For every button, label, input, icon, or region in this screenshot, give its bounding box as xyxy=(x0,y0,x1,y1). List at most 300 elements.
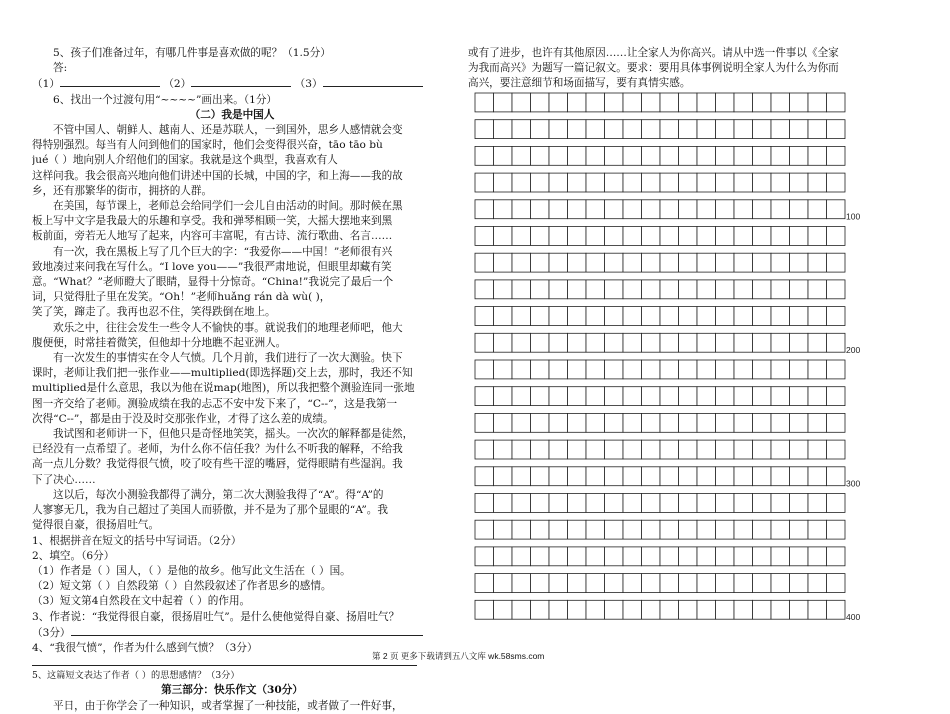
grid-row[interactable] xyxy=(475,520,845,539)
grid-cell[interactable] xyxy=(642,93,661,112)
grid-row[interactable] xyxy=(475,467,845,486)
grid-cell[interactable] xyxy=(605,120,624,139)
grid-cell[interactable] xyxy=(623,547,642,566)
grid-cell[interactable] xyxy=(660,253,679,272)
grid-cell[interactable] xyxy=(531,547,550,566)
grid-row[interactable] xyxy=(475,547,845,566)
grid-cell[interactable] xyxy=(512,173,531,192)
grid-cell[interactable] xyxy=(660,574,679,593)
grid-cell[interactable] xyxy=(827,547,846,566)
grid-cell[interactable] xyxy=(512,253,531,272)
grid-cell[interactable] xyxy=(716,413,735,432)
grid-cell[interactable] xyxy=(697,227,716,246)
grid-cell[interactable] xyxy=(642,600,661,619)
grid-cell[interactable] xyxy=(827,413,846,432)
grid-cell[interactable] xyxy=(605,494,624,513)
grid-cell[interactable] xyxy=(605,333,624,352)
grid-cell[interactable] xyxy=(771,547,790,566)
grid-cell[interactable] xyxy=(568,413,587,432)
grid-cell[interactable] xyxy=(660,520,679,539)
grid-cell[interactable] xyxy=(623,467,642,486)
grid-cell[interactable] xyxy=(734,146,753,165)
grid-cell[interactable] xyxy=(531,93,550,112)
grid-cell[interactable] xyxy=(753,120,772,139)
grid-cell[interactable] xyxy=(808,387,827,406)
grid-cell[interactable] xyxy=(568,280,587,299)
grid-cell[interactable] xyxy=(475,227,494,246)
grid-cell[interactable] xyxy=(605,307,624,326)
grid-cell[interactable] xyxy=(549,600,568,619)
grid-cell[interactable] xyxy=(827,93,846,112)
grid-cell[interactable] xyxy=(586,600,605,619)
grid-cell[interactable] xyxy=(734,333,753,352)
grid-cell[interactable] xyxy=(790,494,809,513)
grid-cell[interactable] xyxy=(586,440,605,459)
grid-cell[interactable] xyxy=(734,494,753,513)
grid-cell[interactable] xyxy=(697,574,716,593)
grid-cell[interactable] xyxy=(623,200,642,219)
grid-cell[interactable] xyxy=(605,413,624,432)
grid-cell[interactable] xyxy=(697,360,716,379)
grid-cell[interactable] xyxy=(623,307,642,326)
grid-cell[interactable] xyxy=(790,146,809,165)
grid-cell[interactable] xyxy=(808,307,827,326)
grid-cell[interactable] xyxy=(642,413,661,432)
grid-cell[interactable] xyxy=(716,280,735,299)
grid-cell[interactable] xyxy=(586,280,605,299)
grid-cell[interactable] xyxy=(642,467,661,486)
grid-cell[interactable] xyxy=(623,333,642,352)
grid-cell[interactable] xyxy=(642,200,661,219)
grid-cell[interactable] xyxy=(494,333,513,352)
grid-cell[interactable] xyxy=(734,227,753,246)
grid-cell[interactable] xyxy=(827,280,846,299)
grid-cell[interactable] xyxy=(549,120,568,139)
grid-cell[interactable] xyxy=(808,120,827,139)
grid-cell[interactable] xyxy=(475,360,494,379)
grid-cell[interactable] xyxy=(827,333,846,352)
grid-cell[interactable] xyxy=(475,547,494,566)
blank-1-line[interactable] xyxy=(60,76,160,87)
grid-cell[interactable] xyxy=(605,467,624,486)
grid-cell[interactable] xyxy=(790,200,809,219)
grid-cell[interactable] xyxy=(771,280,790,299)
grid-cell[interactable] xyxy=(512,280,531,299)
grid-cell[interactable] xyxy=(549,360,568,379)
grid-cell[interactable] xyxy=(642,360,661,379)
grid-cell[interactable] xyxy=(660,173,679,192)
grid-cell[interactable] xyxy=(697,520,716,539)
grid-row[interactable] xyxy=(475,413,845,432)
grid-cell[interactable] xyxy=(605,280,624,299)
grid-cell[interactable] xyxy=(512,387,531,406)
grid-cell[interactable] xyxy=(697,440,716,459)
grid-cell[interactable] xyxy=(790,387,809,406)
grid-cell[interactable] xyxy=(716,467,735,486)
grid-cell[interactable] xyxy=(790,520,809,539)
grid-cell[interactable] xyxy=(494,120,513,139)
grid-cell[interactable] xyxy=(549,93,568,112)
grid-cell[interactable] xyxy=(531,253,550,272)
grid-cell[interactable] xyxy=(697,467,716,486)
grid-cell[interactable] xyxy=(716,227,735,246)
grid-cell[interactable] xyxy=(623,280,642,299)
grid-cell[interactable] xyxy=(808,360,827,379)
grid-cell[interactable] xyxy=(734,253,753,272)
grid-cell[interactable] xyxy=(475,413,494,432)
grid-cell[interactable] xyxy=(605,173,624,192)
grid-cell[interactable] xyxy=(716,494,735,513)
grid-cell[interactable] xyxy=(771,333,790,352)
grid-cell[interactable] xyxy=(790,360,809,379)
grid-cell[interactable] xyxy=(494,280,513,299)
grid-cell[interactable] xyxy=(697,120,716,139)
grid-cell[interactable] xyxy=(568,333,587,352)
grid-cell[interactable] xyxy=(494,146,513,165)
grid-cell[interactable] xyxy=(494,253,513,272)
grid-cell[interactable] xyxy=(679,333,698,352)
grid-cell[interactable] xyxy=(734,120,753,139)
grid-cell[interactable] xyxy=(475,200,494,219)
grid-cell[interactable] xyxy=(716,120,735,139)
grid-cell[interactable] xyxy=(716,547,735,566)
grid-cell[interactable] xyxy=(679,360,698,379)
grid-cell[interactable] xyxy=(586,547,605,566)
grid-cell[interactable] xyxy=(679,146,698,165)
grid-cell[interactable] xyxy=(753,520,772,539)
grid-cell[interactable] xyxy=(660,93,679,112)
grid-cell[interactable] xyxy=(531,574,550,593)
grid-cell[interactable] xyxy=(623,173,642,192)
grid-cell[interactable] xyxy=(642,387,661,406)
grid-cell[interactable] xyxy=(827,173,846,192)
grid-cell[interactable] xyxy=(660,547,679,566)
grid-cell[interactable] xyxy=(568,387,587,406)
grid-cell[interactable] xyxy=(568,574,587,593)
grid-cell[interactable] xyxy=(623,227,642,246)
grid-cell[interactable] xyxy=(512,360,531,379)
grid-cell[interactable] xyxy=(734,440,753,459)
grid-cell[interactable] xyxy=(475,253,494,272)
grid-cell[interactable] xyxy=(642,494,661,513)
grid-cell[interactable] xyxy=(697,413,716,432)
grid-cell[interactable] xyxy=(605,93,624,112)
grid-cell[interactable] xyxy=(605,547,624,566)
grid-cell[interactable] xyxy=(790,547,809,566)
grid-cell[interactable] xyxy=(679,494,698,513)
grid-cell[interactable] xyxy=(494,173,513,192)
grid-row[interactable] xyxy=(475,440,845,459)
grid-cell[interactable] xyxy=(753,146,772,165)
grid-cell[interactable] xyxy=(734,93,753,112)
grid-cell[interactable] xyxy=(697,600,716,619)
grid-cell[interactable] xyxy=(679,520,698,539)
grid-cell[interactable] xyxy=(660,227,679,246)
grid-cell[interactable] xyxy=(605,227,624,246)
grid-cell[interactable] xyxy=(697,333,716,352)
grid-cell[interactable] xyxy=(475,574,494,593)
grid-cell[interactable] xyxy=(605,387,624,406)
grid-cell[interactable] xyxy=(586,360,605,379)
grid-cell[interactable] xyxy=(679,413,698,432)
grid-cell[interactable] xyxy=(808,467,827,486)
grid-cell[interactable] xyxy=(642,280,661,299)
grid-cell[interactable] xyxy=(512,333,531,352)
grid-cell[interactable] xyxy=(586,93,605,112)
grid-cell[interactable] xyxy=(679,307,698,326)
grid-cell[interactable] xyxy=(808,227,827,246)
grid-cell[interactable] xyxy=(697,253,716,272)
grid-cell[interactable] xyxy=(827,494,846,513)
grid-cell[interactable] xyxy=(790,413,809,432)
grid-row[interactable] xyxy=(475,120,845,139)
grid-row[interactable] xyxy=(475,146,845,165)
grid-cell[interactable] xyxy=(790,467,809,486)
grid-cell[interactable] xyxy=(771,360,790,379)
grid-cell[interactable] xyxy=(549,467,568,486)
answer-line[interactable] xyxy=(71,625,423,636)
grid-cell[interactable] xyxy=(790,173,809,192)
grid-cell[interactable] xyxy=(531,600,550,619)
grid-cell[interactable] xyxy=(549,173,568,192)
grid-cell[interactable] xyxy=(808,494,827,513)
grid-cell[interactable] xyxy=(753,227,772,246)
grid-cell[interactable] xyxy=(642,120,661,139)
grid-cell[interactable] xyxy=(808,200,827,219)
grid-cell[interactable] xyxy=(771,93,790,112)
grid-cell[interactable] xyxy=(586,574,605,593)
grid-cell[interactable] xyxy=(512,574,531,593)
grid-cell[interactable] xyxy=(716,253,735,272)
grid-cell[interactable] xyxy=(642,227,661,246)
grid-cell[interactable] xyxy=(716,200,735,219)
grid-cell[interactable] xyxy=(605,520,624,539)
blank-3-line[interactable] xyxy=(323,76,423,87)
grid-cell[interactable] xyxy=(586,413,605,432)
grid-cell[interactable] xyxy=(642,146,661,165)
grid-cell[interactable] xyxy=(808,600,827,619)
grid-cell[interactable] xyxy=(568,520,587,539)
grid-cell[interactable] xyxy=(531,520,550,539)
grid-cell[interactable] xyxy=(753,173,772,192)
grid-cell[interactable] xyxy=(494,200,513,219)
grid-cell[interactable] xyxy=(494,467,513,486)
grid-cell[interactable] xyxy=(475,467,494,486)
grid-cell[interactable] xyxy=(642,307,661,326)
grid-cell[interactable] xyxy=(716,574,735,593)
grid-cell[interactable] xyxy=(827,520,846,539)
grid-cell[interactable] xyxy=(549,387,568,406)
grid-cell[interactable] xyxy=(549,253,568,272)
grid-cell[interactable] xyxy=(475,120,494,139)
grid-cell[interactable] xyxy=(716,93,735,112)
grid-cell[interactable] xyxy=(531,333,550,352)
grid-cell[interactable] xyxy=(660,333,679,352)
grid-cell[interactable] xyxy=(808,146,827,165)
grid-cell[interactable] xyxy=(568,467,587,486)
grid-cell[interactable] xyxy=(697,200,716,219)
grid-cell[interactable] xyxy=(734,547,753,566)
grid-cell[interactable] xyxy=(697,173,716,192)
grid-cell[interactable] xyxy=(827,120,846,139)
grid-cell[interactable] xyxy=(623,387,642,406)
grid-cell[interactable] xyxy=(475,93,494,112)
grid-cell[interactable] xyxy=(549,333,568,352)
grid-cell[interactable] xyxy=(586,227,605,246)
grid-cell[interactable] xyxy=(771,200,790,219)
grid-cell[interactable] xyxy=(716,440,735,459)
grid-cell[interactable] xyxy=(586,467,605,486)
grid-cell[interactable] xyxy=(697,494,716,513)
grid-cell[interactable] xyxy=(753,387,772,406)
grid-cell[interactable] xyxy=(475,494,494,513)
grid-cell[interactable] xyxy=(679,600,698,619)
grid-row[interactable] xyxy=(475,200,845,219)
grid-row[interactable] xyxy=(475,173,845,192)
grid-cell[interactable] xyxy=(549,200,568,219)
grid-cell[interactable] xyxy=(734,520,753,539)
grid-cell[interactable] xyxy=(512,227,531,246)
grid-cell[interactable] xyxy=(660,387,679,406)
grid-cell[interactable] xyxy=(679,120,698,139)
grid-cell[interactable] xyxy=(679,200,698,219)
grid-cell[interactable] xyxy=(549,280,568,299)
grid-cell[interactable] xyxy=(771,413,790,432)
grid-cell[interactable] xyxy=(512,307,531,326)
grid-cell[interactable] xyxy=(790,227,809,246)
grid-cell[interactable] xyxy=(549,227,568,246)
grid-cell[interactable] xyxy=(753,547,772,566)
grid-cell[interactable] xyxy=(734,467,753,486)
grid-row[interactable] xyxy=(475,253,845,272)
grid-cell[interactable] xyxy=(586,120,605,139)
grid-cell[interactable] xyxy=(808,520,827,539)
grid-cell[interactable] xyxy=(697,280,716,299)
grid-cell[interactable] xyxy=(790,253,809,272)
grid-cell[interactable] xyxy=(753,333,772,352)
grid-cell[interactable] xyxy=(642,253,661,272)
grid-cell[interactable] xyxy=(808,333,827,352)
grid-cell[interactable] xyxy=(512,467,531,486)
grid-cell[interactable] xyxy=(605,253,624,272)
grid-cell[interactable] xyxy=(753,200,772,219)
grid-cell[interactable] xyxy=(568,120,587,139)
grid-cell[interactable] xyxy=(790,93,809,112)
grid-cell[interactable] xyxy=(753,253,772,272)
grid-cell[interactable] xyxy=(586,333,605,352)
grid-cell[interactable] xyxy=(771,307,790,326)
grid-cell[interactable] xyxy=(623,574,642,593)
grid-cell[interactable] xyxy=(531,440,550,459)
grid-cell[interactable] xyxy=(531,120,550,139)
grid-cell[interactable] xyxy=(568,227,587,246)
grid-cell[interactable] xyxy=(771,467,790,486)
grid-cell[interactable] xyxy=(660,600,679,619)
grid-cell[interactable] xyxy=(827,146,846,165)
grid-row[interactable] xyxy=(475,360,845,379)
grid-cell[interactable] xyxy=(753,600,772,619)
grid-cell[interactable] xyxy=(771,440,790,459)
grid-cell[interactable] xyxy=(771,173,790,192)
grid-cell[interactable] xyxy=(753,307,772,326)
grid-cell[interactable] xyxy=(642,520,661,539)
grid-cell[interactable] xyxy=(716,146,735,165)
grid-cell[interactable] xyxy=(771,494,790,513)
grid-cell[interactable] xyxy=(531,227,550,246)
grid-cell[interactable] xyxy=(494,440,513,459)
grid-cell[interactable] xyxy=(697,307,716,326)
grid-cell[interactable] xyxy=(753,467,772,486)
grid-cell[interactable] xyxy=(716,333,735,352)
grid-cell[interactable] xyxy=(623,146,642,165)
grid-cell[interactable] xyxy=(753,280,772,299)
grid-cell[interactable] xyxy=(531,280,550,299)
grid-cell[interactable] xyxy=(568,547,587,566)
grid-cell[interactable] xyxy=(716,387,735,406)
grid-cell[interactable] xyxy=(753,574,772,593)
grid-cell[interactable] xyxy=(475,520,494,539)
grid-cell[interactable] xyxy=(568,173,587,192)
grid-cell[interactable] xyxy=(790,574,809,593)
grid-cell[interactable] xyxy=(623,600,642,619)
grid-cell[interactable] xyxy=(494,494,513,513)
grid-cell[interactable] xyxy=(549,307,568,326)
grid-cell[interactable] xyxy=(531,307,550,326)
grid-cell[interactable] xyxy=(494,574,513,593)
grid-cell[interactable] xyxy=(549,520,568,539)
grid-cell[interactable] xyxy=(734,574,753,593)
grid-cell[interactable] xyxy=(790,280,809,299)
grid-cell[interactable] xyxy=(531,200,550,219)
grid-cell[interactable] xyxy=(753,494,772,513)
grid-cell[interactable] xyxy=(679,280,698,299)
grid-cell[interactable] xyxy=(549,413,568,432)
grid-cell[interactable] xyxy=(494,93,513,112)
grid-cell[interactable] xyxy=(679,387,698,406)
grid-cell[interactable] xyxy=(494,520,513,539)
grid-cell[interactable] xyxy=(827,307,846,326)
grid-cell[interactable] xyxy=(716,520,735,539)
grid-cell[interactable] xyxy=(771,120,790,139)
grid-cell[interactable] xyxy=(568,146,587,165)
grid-cell[interactable] xyxy=(827,440,846,459)
grid-cell[interactable] xyxy=(808,173,827,192)
grid-cell[interactable] xyxy=(771,600,790,619)
grid-cell[interactable] xyxy=(660,280,679,299)
grid-cell[interactable] xyxy=(790,600,809,619)
grid-cell[interactable] xyxy=(642,333,661,352)
grid-cell[interactable] xyxy=(642,574,661,593)
grid-cell[interactable] xyxy=(531,360,550,379)
grid-cell[interactable] xyxy=(642,547,661,566)
grid-cell[interactable] xyxy=(827,360,846,379)
grid-cell[interactable] xyxy=(771,574,790,593)
grid-cell[interactable] xyxy=(586,253,605,272)
grid-cell[interactable] xyxy=(697,146,716,165)
grid-cell[interactable] xyxy=(494,360,513,379)
answer-line[interactable] xyxy=(32,659,417,666)
grid-cell[interactable] xyxy=(623,494,642,513)
grid-cell[interactable] xyxy=(531,146,550,165)
grid-cell[interactable] xyxy=(716,173,735,192)
grid-cell[interactable] xyxy=(716,600,735,619)
grid-cell[interactable] xyxy=(827,467,846,486)
grid-cell[interactable] xyxy=(790,440,809,459)
grid-cell[interactable] xyxy=(716,307,735,326)
grid-cell[interactable] xyxy=(827,387,846,406)
grid-cell[interactable] xyxy=(679,253,698,272)
grid-cell[interactable] xyxy=(623,93,642,112)
